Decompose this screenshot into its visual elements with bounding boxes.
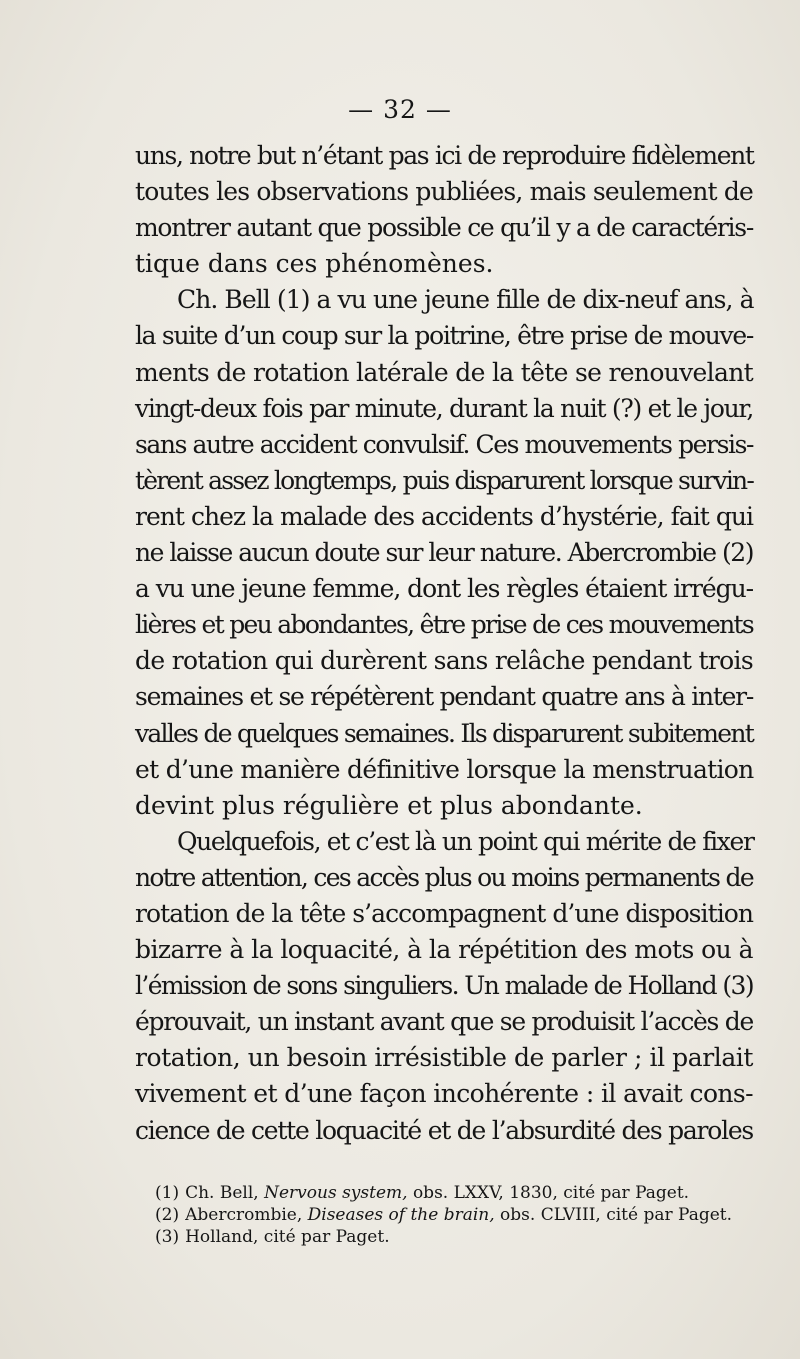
text-line: rotation, un besoin irrésistible de parler ; il parlait [135, 1043, 753, 1073]
text-line: tique dans ces phénomènes. [135, 249, 494, 279]
footnote-title: Nervous system, [264, 1183, 408, 1203]
footnote-number: (2) [155, 1205, 180, 1225]
text-line: toutes les observations publiées, mais seulement de [135, 177, 753, 207]
text-line: tèrent assez longtemps, puis disparurent lorsque survin- [135, 465, 753, 495]
footnote-text: obs. LXXV, 1830, cité par Paget. [407, 1183, 690, 1203]
text-line: vingt-deux fois par minute, durant la nuit (?) et le jour, [135, 393, 753, 423]
page-number: — 32 — [348, 95, 452, 124]
body-text [135, 138, 753, 1149]
footnote-text: Ch. Bell, [185, 1183, 265, 1203]
text-line: Ch. Bell (1) a vu une jeune fille de dix-neuf ans, à [177, 285, 754, 315]
text-line: a vu une jeune femme, dont les règles étaient irrégu- [135, 574, 753, 604]
footnote [155, 1182, 755, 1204]
text-line: Quelquefois, et c’est là un point qui mérite de fixer [177, 826, 754, 856]
footnote-title: Diseases of the brain, [307, 1205, 495, 1225]
footnote-text: obs. CLVIII, cité par Paget. [494, 1205, 733, 1225]
text-line: semaines et se répétèrent pendant quatre ans à inter- [135, 682, 753, 712]
text-line: devint plus régulière et plus abondante. [135, 790, 643, 820]
footnotes [155, 1182, 755, 1248]
footnote-text: Abercrombie, [185, 1205, 308, 1225]
text-line: notre attention, ces accès plus ou moins permanents de [135, 862, 753, 892]
text-line: sans autre accident convulsif. Ces mouvements persis- [135, 429, 753, 459]
text-line: éprouvait, un instant avant que se produisit l’accès de [135, 1007, 753, 1037]
footnote [155, 1226, 755, 1248]
text-line: rotation de la tête s’accompagnent d’une disposition [135, 898, 753, 928]
text-line: montrer autant que possible ce qu’il y a de caractéris- [135, 213, 753, 243]
text-line: et d’une manière définitive lorsque la menstruation [135, 754, 754, 784]
text-line: l’émission de sons singuliers. Un malade de Holland (3) [135, 971, 753, 1001]
footnote-text: Holland, cité par Paget. [185, 1227, 390, 1247]
text-line: bizarre à la loquacité, à la répétition des mots ou à [135, 935, 753, 965]
text-line: de rotation qui durèrent sans relâche pendant trois [135, 646, 753, 676]
text-line: ne laisse aucun doute sur leur nature. Abercrombie (2) [135, 538, 753, 568]
footnote-number: (3) [155, 1227, 180, 1247]
text-line: vivement et d’une façon incohérente : il avait cons- [135, 1079, 753, 1109]
text-line: cience de cette loquacité et de l’absurdité des paroles [135, 1115, 753, 1145]
text-line: rent chez la malade des accidents d’hystérie, fait qui [135, 501, 753, 531]
text-line: valles de quelques semaines. Ils disparurent subitement [135, 718, 753, 748]
text-line: uns, notre but n’étant pas ici de reproduire fidèlement [135, 141, 754, 170]
text-line: lières et peu abondantes, être prise de ces mouvements [135, 610, 753, 640]
text-line: la suite d’un coup sur la poitrine, être prise de mouve- [135, 321, 753, 351]
footnote [155, 1204, 755, 1226]
text-line: ments de rotation latérale de la tête se renouvelant [135, 357, 753, 387]
footnote-number: (1) [155, 1183, 180, 1203]
